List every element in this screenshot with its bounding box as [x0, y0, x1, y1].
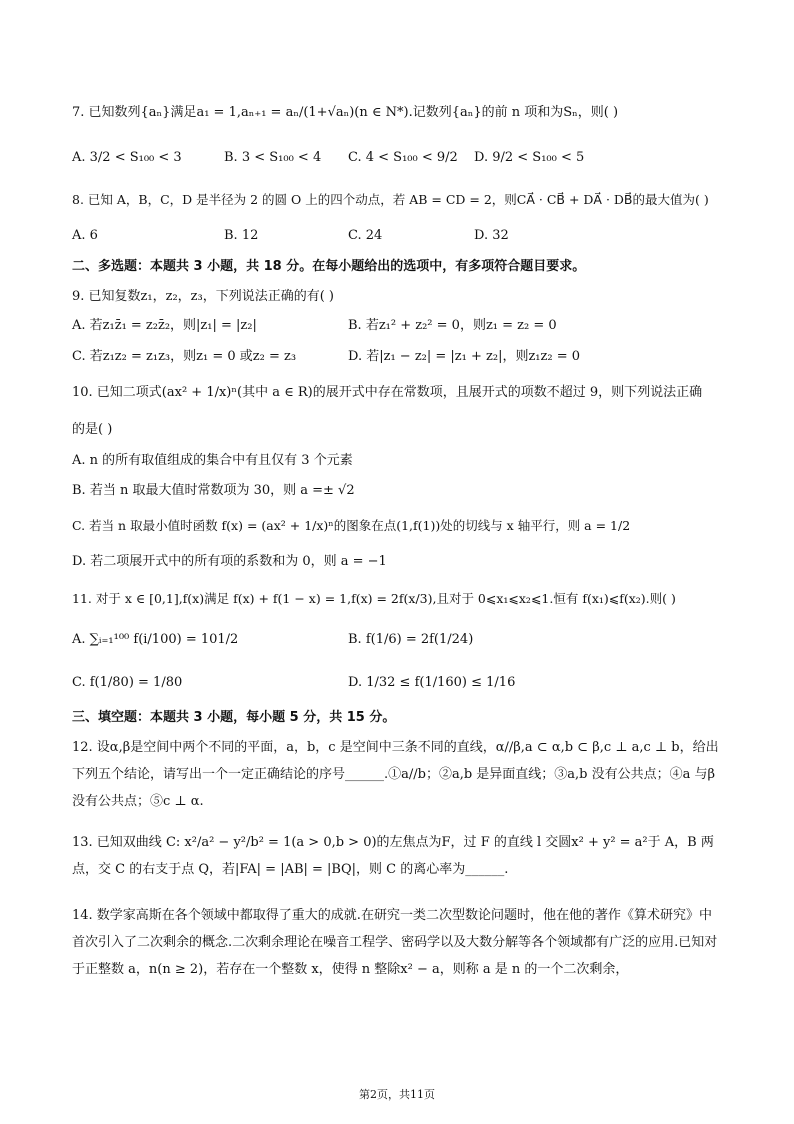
q12-text: 12. 设α,β是空间中两个不同的平面，a，b，c 是空间中三条不同的直线，α//β,a ⊂ α,b ⊂ β,c ⊥ a,c ⊥ b，给出下列五个结论，请写出一个一定正确结论的序号______.①a//b；②a,b 是异面直线；③a,b 没有公共点；④a 与β没有公共点；⑤c ⊥ α. — [72, 740, 719, 809]
q10-stem-line1: 10. 已知二项式(ax² + 1/x)ⁿ(其中 a ∈ R)的展开式中存在常数项，且展开式的项数不超过 9，则下列说法正确 — [72, 385, 703, 400]
q8-option-b: B. 12 — [224, 228, 259, 243]
q11-option-c: C. f(1/80) = 1/80 — [72, 675, 183, 690]
q8-stem: 8. 已知 A，B，C，D 是半径为 2 的圆 O 上的四个动点，若 AB = CD = 2，则CA⃗ · CB⃗ + DA⃗ · DB⃗的最大值为( ) — [72, 192, 709, 207]
q8-option-a: A. 6 — [72, 228, 98, 243]
q10-option-d: D. 若二项展开式中的所有项的系数和为 0，则 a = −1 — [72, 554, 387, 569]
q9-option-b: B. 若z₁² + z₂² = 0，则z₁ = z₂ = 0 — [348, 318, 557, 333]
q11-stem: 11. 对于 x ∈ [0,1],f(x)满足 f(x) + f(1 − x) = 1,f(x) = 2f(x/3),且对于 0⩽x₁⩽x₂⩽1.恒有 f(x₁)⩽f(x₂).则( ) — [72, 591, 676, 606]
q13-text: 13. 已知双曲线 C: x²/a² − y²/b² = 1(a > 0,b > 0)的左焦点为F，过 F 的直线 l 交圆x² + y² = a²于 A，B 两点，交 C 的右支于点 Q，若|FA| = |AB| = |BQ|，则 C 的离心率为______. — [72, 835, 714, 877]
section-heading-fill-in: 三、填空题：本题共 3 小题，每小题 5 分，共 15 分。 — [72, 710, 396, 725]
q7-option-a: A. 3/2 < S₁₀₀ < 3 — [72, 150, 182, 165]
q7-option-d: D. 9/2 < S₁₀₀ < 5 — [474, 150, 585, 165]
q7-option-c: C. 4 < S₁₀₀ < 9/2 — [348, 150, 458, 165]
q9-option-d: D. 若|z₁ − z₂| = |z₁ + z₂|，则z₁z₂ = 0 — [348, 349, 581, 364]
q10-option-b: B. 若当 n 取最大值时常数项为 30，则 a =± √2 — [72, 483, 355, 498]
q9-option-a: A. 若z₁z̄₁ = z₂z̄₂，则|z₁| = |z₂| — [72, 318, 257, 333]
q7-option-b: B. 3 < S₁₀₀ < 4 — [224, 150, 322, 165]
page-number: 第2页，共11页 — [359, 1088, 435, 1101]
q7-stem: 7. 已知数列{aₙ}满足a₁ = 1,aₙ₊₁ = aₙ/(1+√aₙ)(n ∈ N*).记数列{aₙ}的前 n 项和为Sₙ，则( ) — [72, 105, 619, 120]
q10-stem-line2: 的是( ) — [72, 422, 113, 437]
q10-option-c: C. 若当 n 取最小值时函数 f(x) = (ax² + 1/x)ⁿ的图象在点(1,f(1))处的切线与 x 轴平行，则 a = 1/2 — [72, 518, 631, 533]
q11-option-d: D. 1/32 ≤ f(1/160) ≤ 1/16 — [348, 675, 516, 690]
q9-stem: 9. 已知复数z₁，z₂，z₃，下列说法正确的有( ) — [72, 289, 334, 304]
q8-option-c: C. 24 — [348, 228, 383, 243]
q11-option-a: A. ∑ᵢ₌₁¹⁰⁰ f(i/100) = 101/2 — [72, 632, 239, 647]
q10-option-a: A. n 的所有取值组成的集合中有且仅有 3 个元素 — [72, 453, 353, 468]
q9-option-c: C. 若z₁z₂ = z₁z₃，则z₁ = 0 或z₂ = z₃ — [72, 349, 297, 364]
section-heading-multiple-choice: 二、多选题：本题共 3 小题，共 18 分。在每小题给出的选项中，有多项符合题目要求。 — [72, 259, 586, 274]
q8-option-d: D. 32 — [474, 228, 509, 243]
q14-text: 14. 数学家高斯在各个领域中都取得了重大的成就.在研究一类二次型数论问题时，他在他的著作《算术研究》中首次引入了二次剩余的概念.二次剩余理论在噪音工程学、密码学以及大数分解等各个领域都有广泛的应用.已知对于正整数 a，n(n ≥ 2)，若存在一个整数 x，使得 n 整除x² − a，则称 a 是 n 的一个二次剩余， — [72, 908, 718, 977]
q11-option-b: B. f(1/6) = 2f(1/24) — [348, 632, 474, 647]
